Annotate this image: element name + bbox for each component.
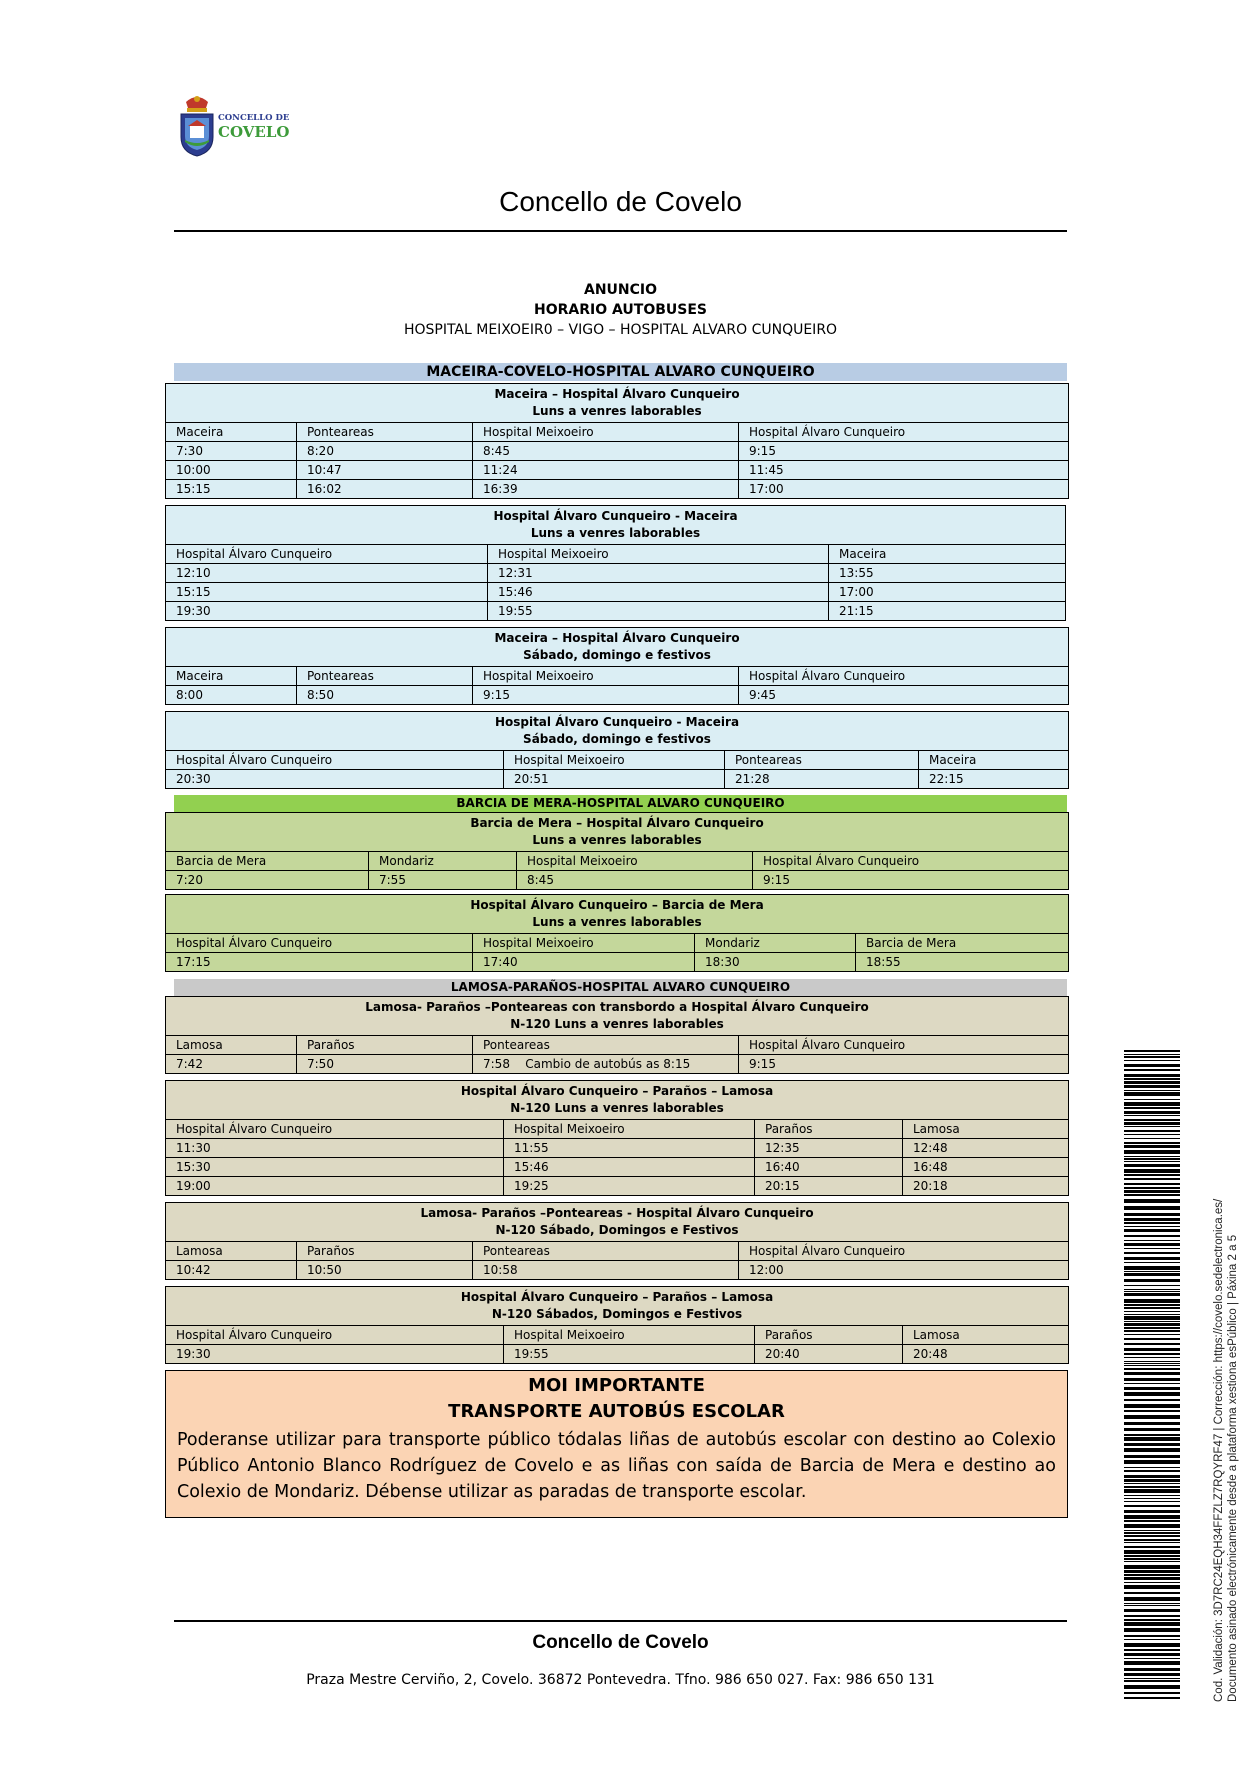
coat-of-arms-icon: [176, 92, 218, 160]
time-cell: 7:20: [166, 871, 369, 890]
page-title: Concello de Covelo: [499, 186, 742, 217]
table-row: [166, 1158, 1069, 1177]
time-cell: 15:15: [166, 480, 297, 499]
time-cell: 12:10: [166, 564, 488, 583]
column-header: Maceira: [829, 545, 1066, 564]
timetable-maceira-weekday: [165, 383, 1069, 499]
time-cell: 19:00: [166, 1177, 504, 1196]
time-cell: 9:15: [739, 442, 1069, 461]
column-header: Barcia de Mera: [856, 934, 1069, 953]
time-cell: 21:15: [829, 602, 1066, 621]
timetable-hospital-barcia-weekday: [165, 894, 1069, 972]
time-cell: 20:40: [755, 1345, 903, 1364]
time-cell: 10:47: [297, 461, 473, 480]
time-cell: 20:18: [903, 1177, 1069, 1196]
column-header: Paraños: [755, 1326, 903, 1345]
time-cell: 9:45: [739, 686, 1069, 705]
time-cell: 10:50: [297, 1261, 473, 1280]
time-cell: 20:30: [166, 770, 504, 789]
column-header: Hospital Meixoeiro: [488, 545, 829, 564]
time-cell: 16:40: [755, 1158, 903, 1177]
table-header-row: [166, 1120, 1069, 1139]
validation-line-2: Documento asinado electrónicamente desde a plataforma xestiona esPúblico | Páxina 2 a 5: [1227, 1234, 1239, 1702]
table-header-row: [166, 1036, 1069, 1055]
time-cell: 19:55: [488, 602, 829, 621]
section-header-maceira: MACEIRA-COVELO-HOSPITAL ALVARO CUNQUEIRO: [174, 363, 1067, 381]
time-cell: 17:15: [166, 953, 473, 972]
column-header: Hospital Meixoeiro: [504, 751, 725, 770]
column-header: Hospital Álvaro Cunqueiro: [739, 1036, 1069, 1055]
time-cell: 20:51: [504, 770, 725, 789]
important-body: Poderanse utilizar para transporte público tódalas liñas de autobús escolar con destino ao Colexio Público Antonio Blanco Rodríguez de Covelo e as liñas con saída de Barcia de Mera e destino ao Colexio de Mondariz. Débense utilizar as paradas de transporte escolar.: [177, 1430, 1056, 1502]
time-cell: 19:30: [166, 602, 488, 621]
footer-address: Praza Mestre Cerviño, 2, Covelo. 36872 Pontevedra. Tfno. 986 650 027. Fax: 986 650 131: [306, 1672, 935, 1688]
column-header: Mondariz: [369, 852, 517, 871]
announcement-title: ANUNCIO: [583, 282, 658, 298]
timetable-lamosa-weekday: [165, 996, 1069, 1074]
time-cell: 17:40: [473, 953, 695, 972]
table-heading: Hospital Álvaro Cunqueiro – Paraños – Lamosa N-120 Sábados, Domingos e Festivos: [166, 1287, 1069, 1326]
time-cell: 8:45: [517, 871, 753, 890]
table-row: [166, 1139, 1069, 1158]
table-header-row: [166, 852, 1069, 871]
column-header: Hospital Álvaro Cunqueiro: [739, 1242, 1069, 1261]
time-cell: 11:30: [166, 1139, 504, 1158]
column-header: Paraños: [297, 1036, 473, 1055]
column-header: Hospital Álvaro Cunqueiro: [166, 1120, 504, 1139]
table-heading: Maceira – Hospital Álvaro Cunqueiro Luns a venres laborables: [166, 384, 1069, 423]
column-header: Hospital Álvaro Cunqueiro: [753, 852, 1069, 871]
important-title: MOI IMPORTANTE: [528, 1375, 705, 1396]
time-cell: 12:00: [739, 1261, 1069, 1280]
column-header: Maceira: [166, 423, 297, 442]
time-cell: 10:42: [166, 1261, 297, 1280]
column-header: Maceira: [166, 667, 297, 686]
table-header-row: [166, 934, 1069, 953]
table-header-row: [166, 1242, 1069, 1261]
time-cell: 11:24: [473, 461, 739, 480]
time-cell: 19:30: [166, 1345, 504, 1364]
column-header: Lamosa: [166, 1242, 297, 1261]
column-header: Lamosa: [903, 1326, 1069, 1345]
validation-stamp: [1212, 1199, 1240, 1702]
table-row: [166, 1055, 1069, 1074]
table-row: [166, 1345, 1069, 1364]
timetable-hospital-maceira-weekday: [165, 505, 1066, 621]
important-subtitle: TRANSPORTE AUTOBÚS ESCOLAR: [448, 1401, 785, 1422]
time-cell: 16:48: [903, 1158, 1069, 1177]
table-header-row: [166, 667, 1069, 686]
column-header: Hospital Álvaro Cunqueiro: [166, 545, 488, 564]
time-cell: 9:15: [753, 871, 1069, 890]
section-header-barcia: BARCIA DE MERA-HOSPITAL ALVARO CUNQUEIRO: [174, 795, 1067, 812]
time-cell: 15:30: [166, 1158, 504, 1177]
time-cell: 7:42: [166, 1055, 297, 1074]
table-row: [166, 480, 1069, 499]
time-cell: 20:48: [903, 1345, 1069, 1364]
time-cell: 8:45: [473, 442, 739, 461]
time-cell: 18:30: [695, 953, 856, 972]
time-cell: 16:39: [473, 480, 739, 499]
footer-divider: [174, 1620, 1067, 1622]
time-cell: 21:28: [725, 770, 919, 789]
time-cell: 17:00: [739, 480, 1069, 499]
column-header: Hospital Álvaro Cunqueiro: [739, 667, 1069, 686]
timetable-hospital-lamosa-weekday: [165, 1080, 1069, 1196]
time-cell: 9:15: [739, 1055, 1069, 1074]
time-cell: 13:55: [829, 564, 1066, 583]
table-row: [166, 871, 1069, 890]
table-row: [166, 461, 1069, 480]
time-cell: 12:31: [488, 564, 829, 583]
table-heading: Barcia de Mera – Hospital Álvaro Cunqueiro Luns a venres laborables: [166, 813, 1069, 852]
column-header: Hospital Meixoeiro: [504, 1120, 755, 1139]
time-cell: 7:58 Cambio de autobús as 8:15: [473, 1055, 739, 1074]
column-header: Mondariz: [695, 934, 856, 953]
covelo-logo: [176, 92, 291, 162]
time-cell: 22:15: [919, 770, 1069, 789]
column-header: Barcia de Mera: [166, 852, 369, 871]
time-cell: 7:50: [297, 1055, 473, 1074]
column-header: Ponteareas: [297, 667, 473, 686]
column-header: Hospital Meixoeiro: [473, 934, 695, 953]
logo-line1: CONCELLO DE: [218, 113, 290, 123]
table-heading: Hospital Álvaro Cunqueiro – Barcia de Mera Luns a venres laborables: [166, 895, 1069, 934]
barcode-icon: [1124, 1050, 1180, 1702]
table-heading: Lamosa- Paraños –Ponteareas con transbordo a Hospital Álvaro Cunqueiro N-120 Luns a venres laborables: [166, 997, 1069, 1036]
timetable-lamosa-weekend: [165, 1202, 1069, 1280]
column-header: Hospital Álvaro Cunqueiro: [739, 423, 1069, 442]
column-header: Hospital Meixoeiro: [504, 1326, 755, 1345]
announcement-route: HOSPITAL MEIXOEIR0 – VIGO – HOSPITAL ALVARO CUNQUEIRO: [403, 322, 838, 338]
table-header-row: [166, 1326, 1069, 1345]
column-header: Lamosa: [166, 1036, 297, 1055]
table-heading: Lamosa- Paraños –Ponteareas - Hospital Álvaro Cunqueiro N-120 Sábado, Domingos e Festivos: [166, 1203, 1069, 1242]
column-header: Ponteareas: [297, 423, 473, 442]
table-header-row: [166, 423, 1069, 442]
column-header: Hospital Álvaro Cunqueiro: [166, 751, 504, 770]
time-cell: 11:45: [739, 461, 1069, 480]
table-header-row: [166, 751, 1069, 770]
logo-line2: COVELO: [218, 123, 290, 141]
timetable-barcia-weekday: [165, 812, 1069, 890]
time-cell: 10:00: [166, 461, 297, 480]
column-header: Maceira: [919, 751, 1069, 770]
column-header: Ponteareas: [473, 1036, 739, 1055]
table-row: [166, 1261, 1069, 1280]
timetable-hospital-maceira-weekend: [165, 711, 1069, 789]
time-cell: 7:55: [369, 871, 517, 890]
table-row: [166, 602, 1066, 621]
table-heading: Hospital Álvaro Cunqueiro - Maceira Sábado, domingo e festivos: [166, 712, 1069, 751]
table-header-row: [166, 545, 1066, 564]
time-cell: 19:25: [504, 1177, 755, 1196]
time-cell: 16:02: [297, 480, 473, 499]
time-cell: 15:46: [504, 1158, 755, 1177]
time-cell: 8:00: [166, 686, 297, 705]
time-cell: 19:55: [504, 1345, 755, 1364]
header-divider: [174, 230, 1067, 232]
footer-title: Concello de Covelo: [532, 1632, 709, 1653]
table-heading: Hospital Álvaro Cunqueiro - Maceira Luns a venres laborables: [166, 506, 1066, 545]
column-header: Lamosa: [903, 1120, 1069, 1139]
time-cell: 12:35: [755, 1139, 903, 1158]
section-header-lamosa: LAMOSA-PARAÑOS-HOSPITAL ALVARO CUNQUEIRO: [174, 979, 1067, 996]
time-cell: 12:48: [903, 1139, 1069, 1158]
column-header: Hospital Álvaro Cunqueiro: [166, 1326, 504, 1345]
table-row: [166, 583, 1066, 602]
announcement-subtitle: HORARIO AUTOBUSES: [534, 302, 707, 318]
table-row: [166, 564, 1066, 583]
time-cell: 10:58: [473, 1261, 739, 1280]
timetable-hospital-lamosa-weekend: [165, 1286, 1069, 1364]
column-header: Hospital Meixoeiro: [473, 667, 739, 686]
column-header: Hospital Meixoeiro: [473, 423, 739, 442]
column-header: Ponteareas: [473, 1242, 739, 1261]
time-cell: 8:50: [297, 686, 473, 705]
time-cell: 18:55: [856, 953, 1069, 972]
important-notice: [165, 1370, 1068, 1518]
table-heading: Hospital Álvaro Cunqueiro – Paraños – Lamosa N-120 Luns a venres laborables: [166, 1081, 1069, 1120]
time-cell: 8:20: [297, 442, 473, 461]
table-row: [166, 1177, 1069, 1196]
time-cell: 11:55: [504, 1139, 755, 1158]
time-cell: 17:00: [829, 583, 1066, 602]
table-row: [166, 953, 1069, 972]
validation-line-1: Cod. Validación: 3D7RC24EQH34FFZLZ7RQYRF47 | Corrección: https://covelo.sedelectronica.es/: [1213, 1198, 1225, 1702]
table-row: [166, 442, 1069, 461]
table-heading: Maceira – Hospital Álvaro Cunqueiro Sábado, domingo e festivos: [166, 628, 1069, 667]
column-header: Hospital Álvaro Cunqueiro: [166, 934, 473, 953]
column-header: Paraños: [755, 1120, 903, 1139]
column-header: Hospital Meixoeiro: [517, 852, 753, 871]
column-header: Ponteareas: [725, 751, 919, 770]
time-cell: 7:30: [166, 442, 297, 461]
column-header: Paraños: [297, 1242, 473, 1261]
table-row: [166, 770, 1069, 789]
timetable-maceira-weekend: [165, 627, 1069, 705]
time-cell: 15:15: [166, 583, 488, 602]
time-cell: 20:15: [755, 1177, 903, 1196]
time-cell: 9:15: [473, 686, 739, 705]
table-row: [166, 686, 1069, 705]
time-cell: 15:46: [488, 583, 829, 602]
